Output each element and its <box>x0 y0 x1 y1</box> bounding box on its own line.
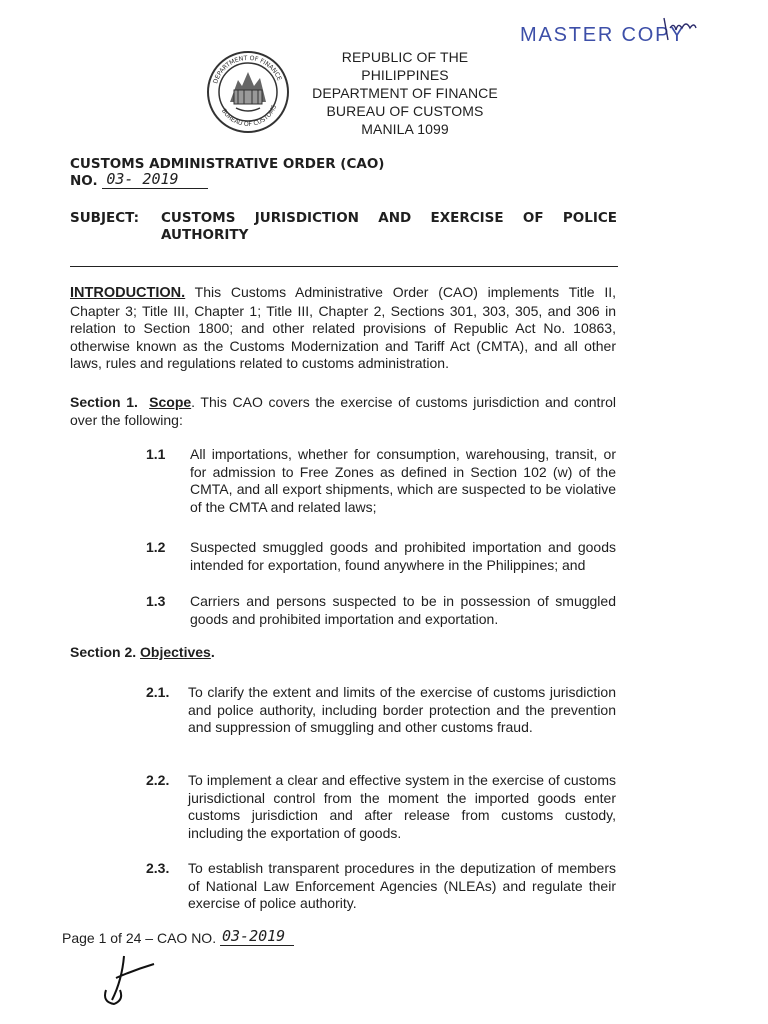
header-line-1: REPUBLIC OF THE PHILIPPINES <box>341 49 469 83</box>
subject-line-2: AUTHORITY <box>161 227 249 243</box>
header-line-3: BUREAU OF CUSTOMS <box>326 103 484 119</box>
letterhead <box>300 48 510 138</box>
header-line-2: DEPARTMENT OF FINANCE <box>312 85 498 101</box>
section-1-paragraph <box>70 394 616 429</box>
header-divider <box>70 266 618 267</box>
department-seal <box>206 50 290 134</box>
cao-number-value: 03- 2019 <box>106 170 179 188</box>
item-text: Suspected smuggled goods and prohibited importation and goods intended for exportation, found anywhere in the Philippines; and <box>190 539 616 573</box>
section-2-label: Section 2. <box>70 644 137 660</box>
header-line-4: MANILA 1099 <box>361 121 449 137</box>
page-footer <box>62 927 294 946</box>
svg-text:BUREAU OF CUSTOMS: BUREAU OF CUSTOMS <box>219 104 279 129</box>
item-text: All importations, whether for consumption, warehousing, transit, or for admission to Free Zones as defined in Section 102 (w) of the CMTA, and all export shipments, which are suspected to be violative of the CMTA and related laws; <box>190 446 616 515</box>
introduction-text: This Customs Administrative Order (CAO) implements Title II, Chapter 3; Title III, Chapter 1; Title III, Chapter 2, Sections 301, 303, 305, and 306 in relation to Section 1800; and other related provisions of Republic Act No. 10863, otherwise known as the Customs Modernization and Tariff Act (CMTA), and all other laws, rules and regulations related to customs administration. <box>70 284 616 371</box>
footer-cao-number: 03-2019 <box>221 927 286 945</box>
item-number: 1.1 <box>146 446 166 462</box>
cao-number <box>70 170 208 189</box>
section-1-label: Section 1. <box>70 394 138 410</box>
footer-label: Page 1 of 24 – CAO NO. <box>62 930 217 946</box>
introduction-paragraph <box>70 284 616 373</box>
section-2-heading: Section 2. Objectives. <box>70 644 215 660</box>
signature <box>94 950 164 1010</box>
subject-label: SUBJECT: <box>70 210 139 226</box>
item-text: To establish transparent procedures in the deputization of members of National Law Enforcement Agencies (NLEAs) and regulate their exercise of police authority. <box>188 860 616 911</box>
item-text: To clarify the extent and limits of the exercise of customs jurisdiction and police authority, including border protection and the prevention and suppression of smuggling and other customs fraud. <box>188 684 616 735</box>
initials-mark <box>660 14 700 46</box>
item-number: 1.3 <box>146 593 166 609</box>
item-number: 2.3. <box>146 860 170 876</box>
section-1-title: Scope <box>149 394 192 410</box>
master-copy-stamp: MASTER COPY <box>520 24 686 46</box>
svg-text:DEPARTMENT OF FINANCE: DEPARTMENT OF FINANCE <box>212 54 283 85</box>
item-number: 1.2 <box>146 539 166 555</box>
section-1-text: . This CAO covers the exercise of customs jurisdiction and control over the following: <box>70 394 616 428</box>
section-2-title: Objectives <box>140 644 211 660</box>
cao-title: CUSTOMS ADMINISTRATIVE ORDER (CAO) <box>70 156 385 172</box>
subject-line-1: CUSTOMS JURISDICTION AND EXERCISE OF POLICE <box>161 210 617 226</box>
introduction-heading: INTRODUCTION. <box>70 285 186 301</box>
item-number: 2.2. <box>146 772 170 788</box>
item-text: Carriers and persons suspected to be in possession of smuggled goods and prohibited importation and exportation. <box>190 593 616 627</box>
item-number: 2.1. <box>146 684 170 700</box>
cao-number-label: NO. <box>70 173 98 189</box>
item-text: To implement a clear and effective system in the exercise of customs jurisdictional control from the moment the imported goods enter customs jurisdiction and after release from customs custody, including the exportation of goods. <box>188 772 616 841</box>
